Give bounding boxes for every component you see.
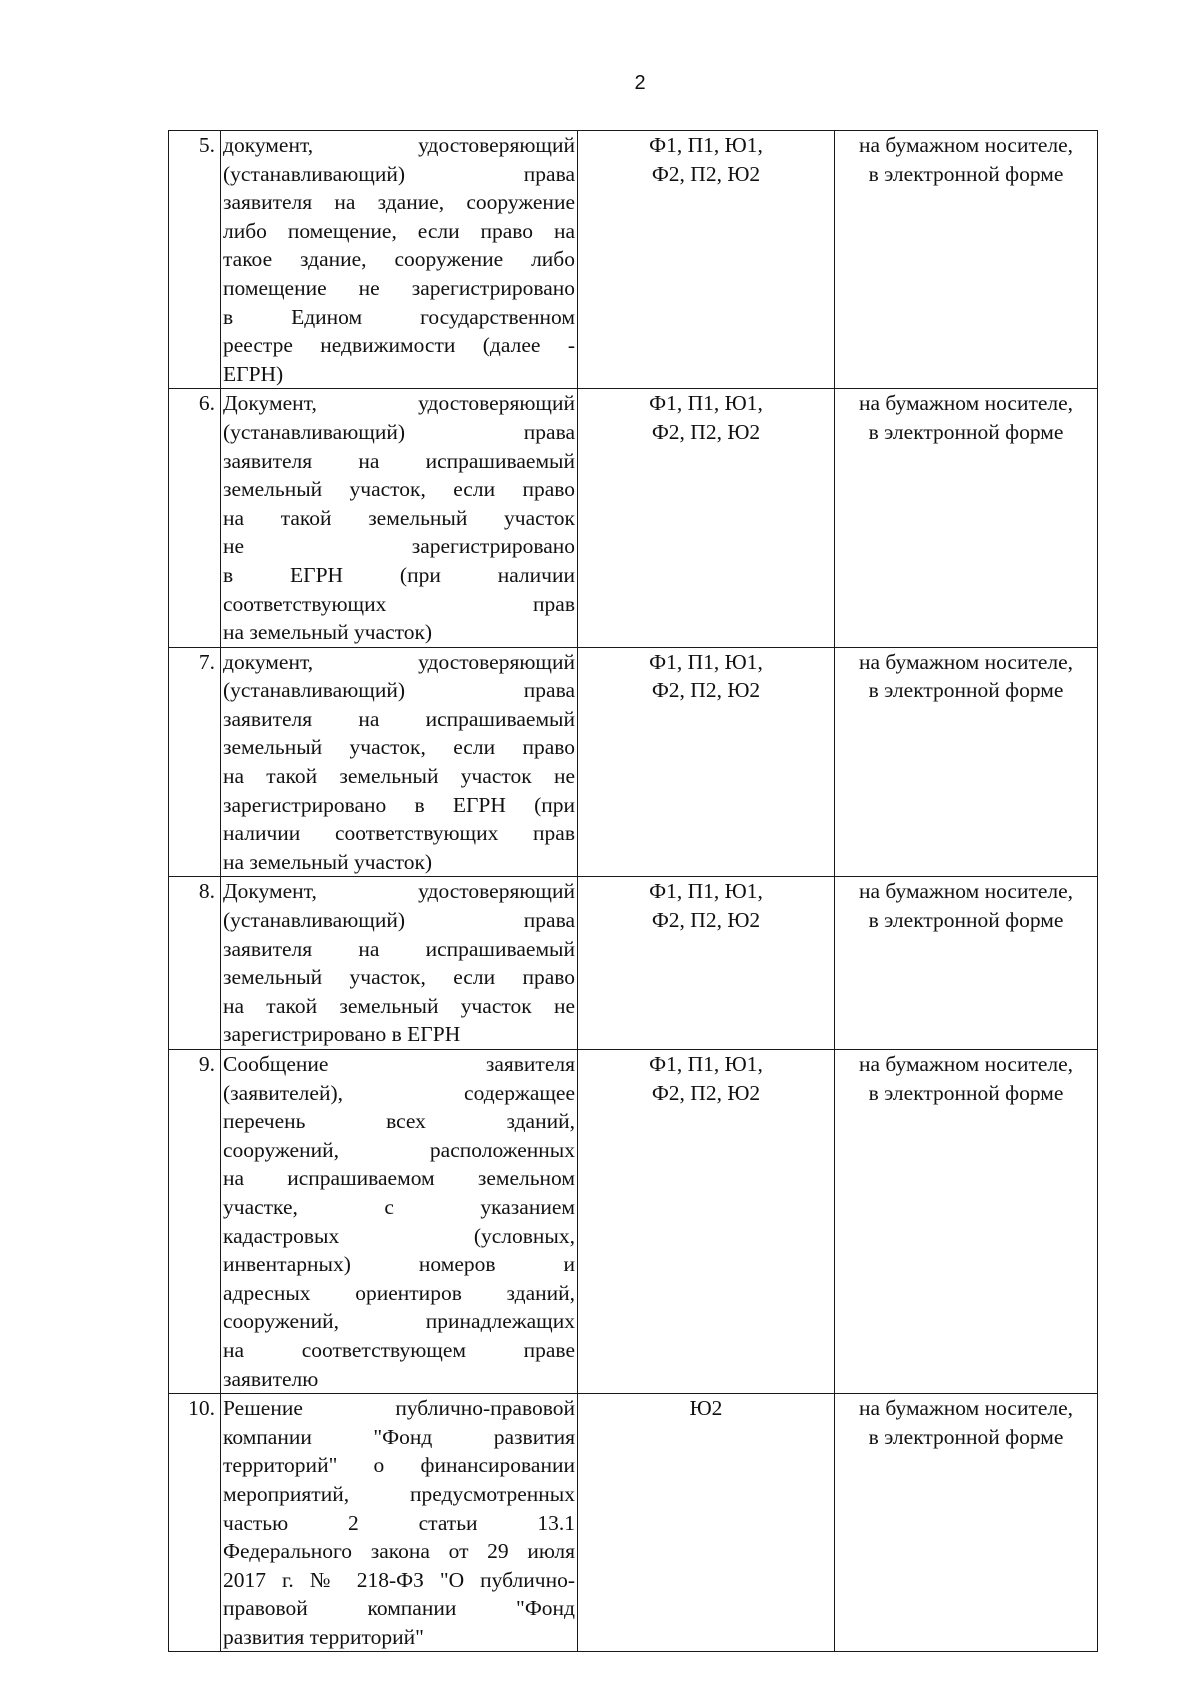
applicant-categories: Ф1, П1, Ю1, Ф2, П2, Ю2 xyxy=(578,131,835,389)
row-number: 5. xyxy=(169,131,221,389)
table-row xyxy=(169,1394,1098,1652)
row-number: 10. xyxy=(169,1394,221,1652)
applicant-categories: Ф1, П1, Ю1, Ф2, П2, Ю2 xyxy=(578,877,835,1050)
table-row xyxy=(169,877,1098,1050)
row-number: 8. xyxy=(169,877,221,1050)
submission-form: на бумажном носителе, в электронной форме xyxy=(835,647,1098,877)
table-row xyxy=(169,647,1098,877)
applicant-categories: Ф1, П1, Ю1, Ф2, П2, Ю2 xyxy=(578,647,835,877)
document-description: документ, удостоверяющий (устанавливающий) права заявителя на здание, сооружение либо помещение, если право на такое здание, сооружение либо помещение не зарегистрировано в Едином государственном реестре недвижимости (далее - ЕГРН) xyxy=(221,131,578,389)
table-row xyxy=(169,131,1098,389)
table-row xyxy=(169,389,1098,647)
applicant-categories: Ю2 xyxy=(578,1394,835,1652)
submission-form: на бумажном носителе, в электронной форме xyxy=(835,877,1098,1050)
document-description: Документ, удостоверяющий (устанавливающий) права заявителя на испрашиваемый земельный участок, если право на такой земельный участок не зарегистрировано в ЕГРН (при наличии соответствующих прав на земельный участок) xyxy=(221,389,578,647)
row-number: 7. xyxy=(169,647,221,877)
row-number: 6. xyxy=(169,389,221,647)
document-description: документ, удостоверяющий (устанавливающий) права заявителя на испрашиваемый земельный участок, если право на такой земельный участок не зарегистрировано в ЕГРН (при наличии соответствующих прав на земельный участок) xyxy=(221,647,578,877)
document-description: Сообщение заявителя (заявителей), содержащее перечень всех зданий, сооружений, расположенных на испрашиваемом земельном участке, с указанием кадастровых (условных, инвентарных) номеров и адресных ориентиров зданий, сооружений, принадлежащих на соответствующем праве заявителю xyxy=(221,1050,578,1394)
page-number: 2 xyxy=(634,72,646,94)
applicant-categories: Ф1, П1, Ю1, Ф2, П2, Ю2 xyxy=(578,389,835,647)
submission-form: на бумажном носителе, в электронной форме xyxy=(835,1050,1098,1394)
documents-table xyxy=(168,130,1098,1652)
submission-form: на бумажном носителе, в электронной форме xyxy=(835,1394,1098,1652)
row-number: 9. xyxy=(169,1050,221,1394)
document-description: Документ, удостоверяющий (устанавливающий) права заявителя на испрашиваемый земельный участок, если право на такой земельный участок не зарегистрировано в ЕГРН xyxy=(221,877,578,1050)
document-description: Решение публично-правовой компании "Фонд развития территорий" о финансировании мероприятий, предусмотренных частью 2 статьи 13.1 Федерального закона от 29 июля 2017 г. № 218-ФЗ "О публично- правовой компании "Фонд развития территорий" xyxy=(221,1394,578,1652)
submission-form: на бумажном носителе, в электронной форме xyxy=(835,131,1098,389)
table-row xyxy=(169,1050,1098,1394)
submission-form: на бумажном носителе, в электронной форме xyxy=(835,389,1098,647)
applicant-categories: Ф1, П1, Ю1, Ф2, П2, Ю2 xyxy=(578,1050,835,1394)
